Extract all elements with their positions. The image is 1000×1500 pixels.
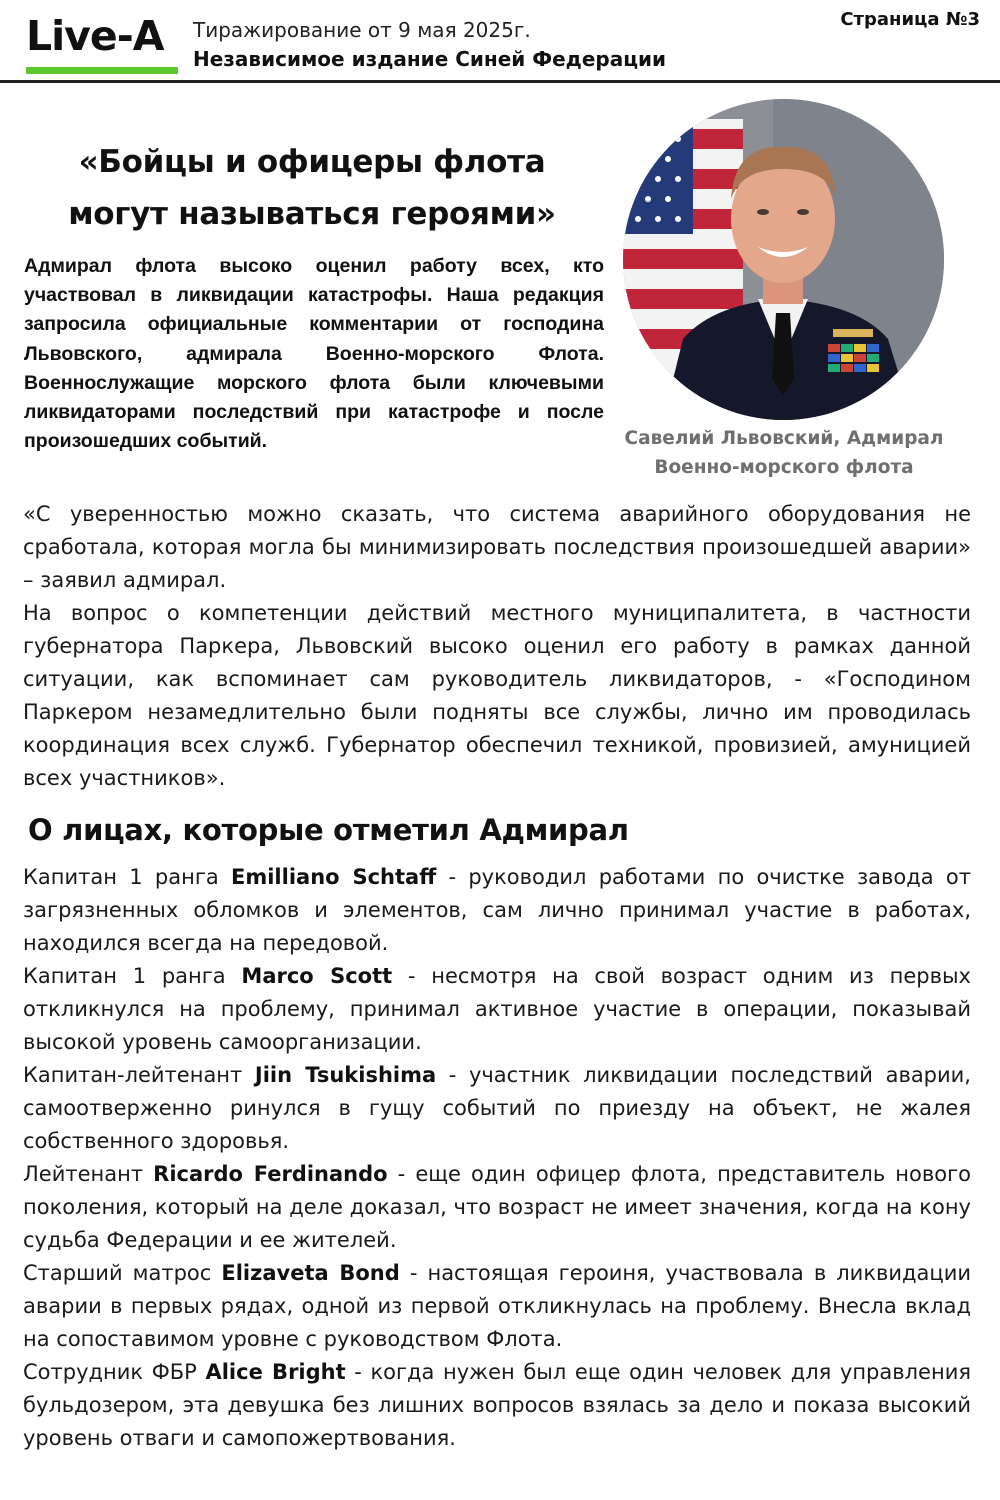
person-rank: Старший матрос [23,1261,222,1285]
person-rank: Капитан 1 ранга [23,865,231,889]
article-headline: «Бойцы и офицеры флота могут называться героями» [68,144,556,232]
admiral-portrait [623,99,944,420]
person-rank: Сотрудник ФБР [23,1360,206,1384]
logo [26,14,178,58]
article-body [23,498,971,795]
section-heading: О лицах, которые отметил Адмирал [28,813,629,847]
list-item [23,1356,971,1455]
caption-line-1: Савелий Львовский, Адмирал [624,428,944,449]
paragraph: На вопрос о компетенции действий местного муниципалитета, в частности губернатора Паркера, Львовский высоко оценил его работу в рамках данной ситуации, как вспоминает сам руководитель ликвидаторов, - «Господином Паркером незамедлительно были подняты все службы, лично им проводилась координация всех служб. Губернатор обеспечил техникой, провизией, амуницией всех участников». [23,601,971,790]
list-item [23,1158,971,1257]
list-item [23,861,971,960]
issue-date: Тиражирование от 9 мая 2025г. [193,18,531,42]
person-rank: Капитан-лейтенант [23,1063,255,1087]
logo-underline [26,67,178,74]
list-item [23,960,971,1059]
article-lede: Адмирал флота высоко оценил работу всех, кто участвовал в ликвидации катастрофы. Наша редакция запросила официальные комментарии от господина Львовского, адмирала Военно-морского Флота. Военнослужащие морского флота были ключевыми ликвидаторами последствий при катастрофе и после произошедших событий. [24,255,604,453]
list-item [23,1059,971,1158]
photo-caption [614,424,954,482]
person-rank: Лейтенант [23,1162,154,1186]
person-rank: Капитан 1 ранга [23,964,242,988]
person-description: - участник ликвидации последствий аварии, самоотверженно ринулся в гущу событий по приезду на объект, не жалея собственного здоровья. [23,1063,971,1153]
person-name: Alice Bright [205,1360,346,1384]
logo-text: Live-A [26,12,164,60]
person-name: Jiin Tsukishima [254,1063,437,1087]
people-list [23,861,971,1455]
portrait-illustration [623,99,944,420]
person-description: - несмотря на свой возраст одним из первых откликнулся на проблему, принимал активное участие в операции, показывай высокой уровень самоорганизации. [23,964,971,1054]
person-description: - настоящая героиня, участвовала в ликвидации аварии в первых рядах, одной из первой откликнулась на проблему. Внесла вклад на сопоставимом уровне с руководством Флота. [23,1261,972,1351]
publication-tagline: Независимое издание Синей Федерации [193,47,667,71]
person-description: - руководил работами по очистке завода от загрязненных обломков и элементов, сам лично принимал участие в работах, находился всегда на передовой. [23,865,972,955]
person-description: - когда нужен был еще один человек для управления бульдозером, эта девушка без лишних вопросов взялась за дело и показа высокий уровень отваги и самопожертвования. [23,1360,971,1450]
page-number: Страница №3 [840,9,980,30]
person-name: Ricardo Ferdinando [153,1162,388,1186]
person-name: Marco Scott [241,964,393,988]
caption-line-2: Военно-морского флота [654,457,914,478]
list-item [23,1257,971,1356]
person-name: Elizaveta Bond [221,1261,400,1285]
person-description: - еще один офицер флота, представитель нового поколения, который на деле доказал, что возраст не имеет значения, когда на кону судьба Федерации и ее жителей. [23,1162,971,1252]
header-divider [0,80,1000,83]
paragraph: «С уверенностью можно сказать, что система аварийного оборудования не сработала, которая могла бы минимизировать последствия произошедшей аварии» – заявил адмирал. [23,502,971,592]
person-name: Emilliano Schtaff [231,865,437,889]
